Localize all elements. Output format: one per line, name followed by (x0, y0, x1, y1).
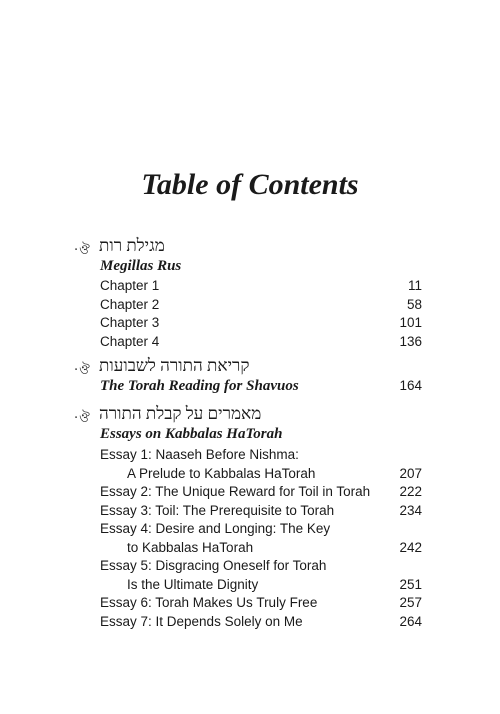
toc-entry[interactable]: Essay 5: Disgracing Oneself for Torah (100, 558, 327, 573)
section-title: Essays on Kabbalas HaTorah (100, 426, 283, 442)
section-essays (0, 404, 500, 632)
hebrew-heading: מאמרים על קבלת התורה (99, 404, 262, 423)
ornament-icon: ·ঔ (74, 411, 91, 426)
ornament-icon: ·ঔ (74, 363, 91, 378)
toc-entry[interactable]: Essay 4: Desire and Longing: The Key (100, 521, 331, 536)
hebrew-heading: קריאת התורה לשבועות (99, 356, 250, 375)
toc-entry-continuation[interactable]: to Kabbalas HaTorah 242 (127, 539, 422, 555)
page-title: Table of Contents (141, 168, 359, 201)
section-title[interactable]: Megillas Rus (100, 258, 182, 274)
toc-entry[interactable]: Chapter 4 136 (100, 333, 422, 349)
section-header (0, 404, 500, 426)
toc-entry[interactable]: Essay 7: It Depends Solely on Me 264 (100, 613, 422, 629)
section-megillas-rus (0, 236, 500, 352)
toc-entry-continuation[interactable]: A Prelude to Kabbalas HaTorah 207 (127, 465, 422, 481)
hebrew-heading: מגילת רות (99, 236, 165, 255)
toc-entry[interactable]: Essay 2: The Unique Reward for Toil in Torah 222 (100, 484, 422, 499)
section-header (0, 356, 500, 378)
ornament-icon: ·ঔ (74, 243, 91, 258)
toc-entry[interactable]: Essay 1: Naaseh Before Nishma: (100, 447, 299, 462)
section-title[interactable]: The Torah Reading for Shavuos 164 (100, 378, 422, 394)
toc-entry-continuation[interactable]: Is the Ultimate Dignity 251 (127, 576, 422, 592)
toc-entry[interactable]: Chapter 3 101 (100, 315, 422, 330)
toc-entry[interactable]: Chapter 2 58 (100, 296, 422, 312)
section-torah-reading (0, 356, 500, 398)
section-header (0, 236, 500, 258)
toc-entry[interactable]: Chapter 1 11 (100, 278, 422, 293)
toc-entry[interactable]: Essay 3: Toil: The Prerequisite to Torah 234 (100, 502, 422, 518)
toc-entry[interactable]: Essay 6: Torah Makes Us Truly Free 257 (100, 595, 422, 610)
